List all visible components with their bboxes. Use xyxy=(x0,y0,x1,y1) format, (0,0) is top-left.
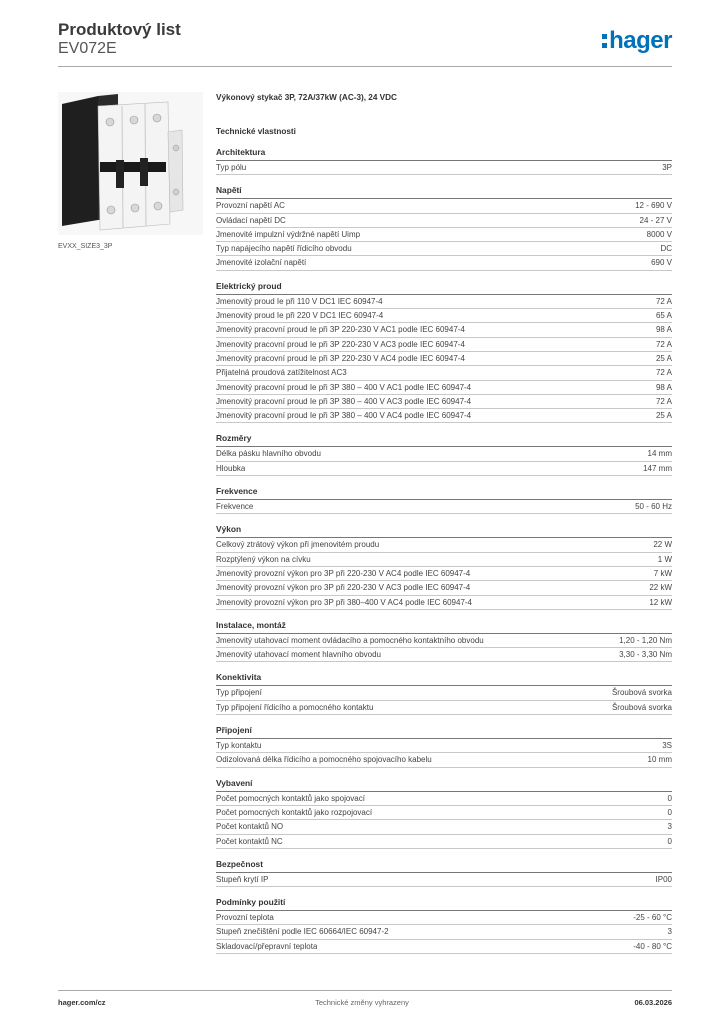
spec-label: Přijatelná proudová zatížitelnost AC3 xyxy=(216,368,347,378)
section-title: Připojení xyxy=(216,724,672,739)
spec-value: 690 V xyxy=(651,258,672,268)
spec-section xyxy=(216,671,672,715)
spec-row xyxy=(216,567,672,581)
spec-value: 98 A xyxy=(655,325,672,335)
spec-value: 12 - 690 V xyxy=(635,201,672,211)
spec-row xyxy=(216,581,672,595)
spec-label: Provozní teplota xyxy=(216,913,274,923)
spec-label: Jmenovité impulzní výdržné napětí Uimp xyxy=(216,229,361,239)
spec-value: 3P xyxy=(662,163,672,172)
spec-row xyxy=(216,686,672,700)
section-title: Napětí xyxy=(216,184,672,199)
product-code: EV072E xyxy=(58,40,117,57)
spec-row xyxy=(216,295,672,309)
spec-value: 147 mm xyxy=(643,463,672,473)
spec-value: 3 xyxy=(667,927,672,937)
section-title: Konektivita xyxy=(216,671,672,686)
spec-row xyxy=(216,940,672,954)
spec-section xyxy=(216,619,672,663)
spec-row xyxy=(216,352,672,366)
spec-value: 3 xyxy=(667,822,672,832)
spec-label: Jmenovitý pracovní proud Ie při 3P 220-230 V AC1 podle IEC 60947-4 xyxy=(216,325,465,335)
technical-properties-heading: Technické vlastnosti xyxy=(216,127,296,136)
spec-row xyxy=(216,199,672,213)
image-caption: EVXX_SIZE3_3P xyxy=(58,243,113,250)
spec-value: 3,30 - 3,30 Nm xyxy=(619,650,672,660)
spec-row xyxy=(216,634,672,648)
section-title: Instalace, montáž xyxy=(216,619,672,634)
spec-value: 8000 V xyxy=(646,229,672,239)
spec-row xyxy=(216,806,672,820)
spec-value: 0 xyxy=(667,793,672,803)
spec-value: 25 A xyxy=(655,411,672,421)
spec-label: Jmenovitý provozní výkon pro 3P při 220-230 V AC3 podle IEC 60947-4 xyxy=(216,583,471,593)
spec-value: 14 mm xyxy=(647,449,672,459)
spec-section xyxy=(216,432,672,476)
spec-label: Frekvence xyxy=(216,502,254,512)
header-divider xyxy=(58,66,672,67)
spec-row xyxy=(216,792,672,806)
spec-row xyxy=(216,739,672,753)
spec-label: Jmenovitý utahovací moment hlavního obvodu xyxy=(216,650,381,660)
spec-label: Ovládací napětí DC xyxy=(216,215,286,225)
spec-label: Celkový ztrátový výkon při jmenovitém proudu xyxy=(216,540,380,550)
spec-row xyxy=(216,447,672,461)
spec-row xyxy=(216,553,672,567)
spec-label: Jmenovitý provozní výkon pro 3P při 380–400 V AC4 podle IEC 60947-4 xyxy=(216,597,473,607)
spec-row xyxy=(216,911,672,925)
spec-value: 24 - 27 V xyxy=(639,215,672,225)
spec-row xyxy=(216,596,672,610)
spec-value: 72 A xyxy=(655,368,672,378)
spec-label: Odizolovaná délka řídicího a pomocného spojovacího kabelu xyxy=(216,755,432,765)
spec-value: 22 kW xyxy=(649,583,672,593)
spec-value: 65 A xyxy=(655,311,672,321)
specifications xyxy=(216,93,672,954)
spec-row xyxy=(216,820,672,834)
spec-label: Typ připojení řídicího a pomocného kontaktu xyxy=(216,702,374,712)
spec-row xyxy=(216,500,672,514)
spec-value: 72 A xyxy=(655,396,672,406)
spec-label: Jmenovitý pracovní proud Ie při 3P 220-230 V AC3 podle IEC 60947-4 xyxy=(216,339,465,349)
footer-notice: Technické změny vyhrazeny xyxy=(315,998,409,1007)
spec-sections xyxy=(216,146,672,954)
spec-row xyxy=(216,873,672,887)
spec-label: Délka pásku hlavního obvodu xyxy=(216,449,321,459)
spec-label: Jmenovitý pracovní proud Ie při 3P 380 – 400 V AC3 podle IEC 60947-4 xyxy=(216,396,472,406)
spec-value: -40 - 80 °C xyxy=(633,941,672,951)
spec-label: Typ napájecího napětí řídicího obvodu xyxy=(216,244,352,254)
spec-row xyxy=(216,309,672,323)
spec-value: 98 A xyxy=(655,382,672,392)
spec-row xyxy=(216,366,672,380)
spec-section xyxy=(216,858,672,887)
spec-label: Provozní napětí AC xyxy=(216,201,285,211)
spec-section xyxy=(216,777,672,849)
spec-label: Hloubka xyxy=(216,463,246,473)
spec-label: Jmenovité izolační napětí xyxy=(216,258,307,268)
spec-row xyxy=(216,381,672,395)
spec-label: Počet pomocných kontaktů jako rozpojovací xyxy=(216,807,373,817)
spec-value: 1,20 - 1,20 Nm xyxy=(619,635,672,645)
spec-section xyxy=(216,146,672,175)
spec-row xyxy=(216,701,672,715)
section-title: Elektrický proud xyxy=(216,280,672,295)
spec-label: Typ kontaktu xyxy=(216,741,262,751)
section-title: Vybavení xyxy=(216,777,672,792)
spec-row xyxy=(216,409,672,423)
product-description: Výkonový stykač 3P, 72A/37kW (AC-3), 24 VDC xyxy=(216,93,397,102)
spec-row xyxy=(216,242,672,256)
spec-row xyxy=(216,753,672,767)
footer-date: 06.03.2026 xyxy=(634,998,672,1007)
spec-label: Typ pólu xyxy=(216,163,247,172)
spec-row xyxy=(216,323,672,337)
spec-value: DC xyxy=(660,244,672,254)
spec-row xyxy=(216,256,672,270)
spec-value: 12 kW xyxy=(649,597,672,607)
spec-section xyxy=(216,280,672,424)
spec-value: 3S xyxy=(662,741,672,751)
spec-value: 0 xyxy=(667,836,672,846)
spec-row xyxy=(216,462,672,476)
section-title: Architektura xyxy=(216,146,672,161)
spec-value: Šroubová svorka xyxy=(611,688,672,698)
spec-label: Jmenovitý proud Ie při 110 V DC1 IEC 60947-4 xyxy=(216,296,383,306)
spec-label: Počet kontaktů NC xyxy=(216,836,283,846)
spec-label: Počet pomocných kontaktů jako spojovací xyxy=(216,793,365,803)
section-title: Rozměry xyxy=(216,432,672,447)
spec-label: Skladovací/přepravní teplota xyxy=(216,941,318,951)
logo-dots-icon xyxy=(602,34,607,48)
spec-label: Typ připojení xyxy=(216,688,262,698)
spec-label: Jmenovitý pracovní proud Ie při 3P 380 – 400 V AC4 podle IEC 60947-4 xyxy=(216,411,472,421)
section-title: Bezpečnost xyxy=(216,858,672,873)
spec-label: Jmenovitý pracovní proud Ie při 3P 380 – 400 V AC1 podle IEC 60947-4 xyxy=(216,382,472,392)
spec-value: Šroubová svorka xyxy=(611,702,672,712)
spec-value: 0 xyxy=(667,807,672,817)
page-title: Produktový list xyxy=(58,20,181,39)
section-title: Výkon xyxy=(216,523,672,538)
spec-value: -25 - 60 °C xyxy=(633,913,672,923)
spec-value: IP00 xyxy=(655,874,672,884)
hager-logo xyxy=(602,26,672,56)
logo-text: hager xyxy=(609,27,672,54)
product-image xyxy=(58,92,203,235)
spec-section xyxy=(216,896,672,954)
spec-section xyxy=(216,523,672,609)
spec-label: Jmenovitý pracovní proud Ie při 3P 220-230 V AC4 podle IEC 60947-4 xyxy=(216,353,465,363)
spec-row xyxy=(216,161,672,175)
spec-value: 50 - 60 Hz xyxy=(635,502,672,512)
spec-section xyxy=(216,184,672,270)
footer-divider xyxy=(58,990,672,991)
section-title: Podmínky použití xyxy=(216,896,672,911)
spec-value: 7 kW xyxy=(653,568,672,578)
spec-section xyxy=(216,724,672,768)
spec-value: 1 W xyxy=(657,554,672,564)
spec-label: Rozptýlený výkon na cívku xyxy=(216,554,311,564)
spec-row xyxy=(216,214,672,228)
spec-section xyxy=(216,485,672,514)
spec-label: Stupeň krytí IP xyxy=(216,874,269,884)
spec-value: 72 A xyxy=(655,339,672,349)
spec-row xyxy=(216,925,672,939)
spec-row xyxy=(216,395,672,409)
spec-row xyxy=(216,648,672,662)
spec-label: Jmenovitý utahovací moment ovládacího a pomocného kontaktního obvodu xyxy=(216,635,484,645)
section-title: Frekvence xyxy=(216,485,672,500)
spec-value: 25 A xyxy=(655,353,672,363)
spec-value: 10 mm xyxy=(647,755,672,765)
spec-value: 22 W xyxy=(653,540,672,550)
spec-row xyxy=(216,835,672,849)
spec-row xyxy=(216,338,672,352)
spec-label: Jmenovitý proud Ie při 220 V DC1 IEC 60947-4 xyxy=(216,311,384,321)
spec-row xyxy=(216,228,672,242)
spec-row xyxy=(216,538,672,552)
spec-label: Jmenovitý provozní výkon pro 3P při 220-230 V AC4 podle IEC 60947-4 xyxy=(216,568,471,578)
spec-label: Stupeň znečištění podle IEC 60664/IEC 60947-2 xyxy=(216,927,389,937)
spec-value: 72 A xyxy=(655,296,672,306)
footer-website: hager.com/cz xyxy=(58,998,106,1007)
spec-label: Počet kontaktů NO xyxy=(216,822,284,832)
